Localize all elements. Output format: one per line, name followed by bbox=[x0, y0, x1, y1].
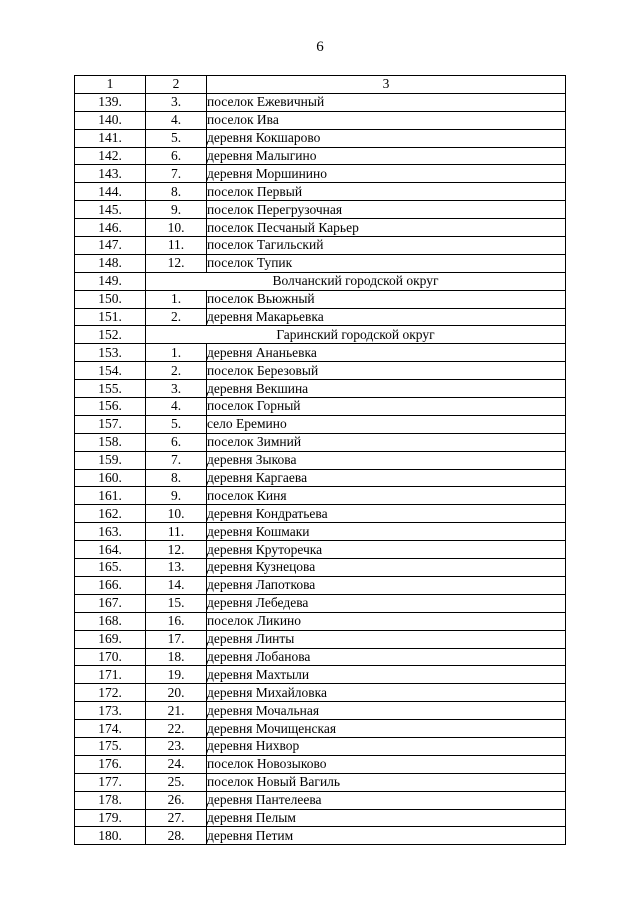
table-row bbox=[75, 308, 566, 326]
sub-number: 1. bbox=[146, 344, 207, 362]
column-header-2: 2 bbox=[146, 76, 207, 94]
table-row bbox=[75, 362, 566, 380]
sub-number: 8. bbox=[146, 183, 207, 201]
table-row bbox=[75, 666, 566, 684]
sub-number: 20. bbox=[146, 684, 207, 702]
settlement-name: поселок Тупик bbox=[207, 254, 566, 272]
settlement-name: деревня Петим bbox=[207, 827, 566, 845]
table-row bbox=[75, 165, 566, 183]
table-row bbox=[75, 827, 566, 845]
row-number: 165. bbox=[75, 559, 146, 577]
sub-number: 6. bbox=[146, 433, 207, 451]
settlement-name: деревня Махтыли bbox=[207, 666, 566, 684]
row-number: 145. bbox=[75, 201, 146, 219]
table-row bbox=[75, 505, 566, 523]
table-row bbox=[75, 755, 566, 773]
row-number: 173. bbox=[75, 702, 146, 720]
row-number: 149. bbox=[75, 272, 146, 290]
row-number: 166. bbox=[75, 576, 146, 594]
settlement-name: поселок Ликино bbox=[207, 612, 566, 630]
settlement-name: поселок Новозыково bbox=[207, 755, 566, 773]
sub-number: 9. bbox=[146, 201, 207, 219]
settlement-name: поселок Киня bbox=[207, 487, 566, 505]
page-number: 6 bbox=[316, 39, 324, 55]
row-number: 161. bbox=[75, 487, 146, 505]
row-number: 174. bbox=[75, 720, 146, 738]
row-number: 171. bbox=[75, 666, 146, 684]
row-number: 170. bbox=[75, 648, 146, 666]
settlement-name: поселок Песчаный Карьер bbox=[207, 219, 566, 237]
table-row bbox=[75, 219, 566, 237]
sub-number: 2. bbox=[146, 308, 207, 326]
district-row bbox=[75, 272, 566, 290]
settlement-name: село Еремино bbox=[207, 415, 566, 433]
settlement-name: поселок Тагильский bbox=[207, 237, 566, 255]
row-number: 167. bbox=[75, 594, 146, 612]
sub-number: 5. bbox=[146, 129, 207, 147]
row-number: 164. bbox=[75, 541, 146, 559]
table-row bbox=[75, 809, 566, 827]
settlement-name: поселок Ива bbox=[207, 111, 566, 129]
table-row bbox=[75, 147, 566, 165]
settlement-name: поселок Зимний bbox=[207, 433, 566, 451]
table-row bbox=[75, 737, 566, 755]
row-number: 141. bbox=[75, 129, 146, 147]
table-row bbox=[75, 523, 566, 541]
settlement-name: деревня Моршинино bbox=[207, 165, 566, 183]
sub-number: 22. bbox=[146, 720, 207, 738]
district-row bbox=[75, 326, 566, 344]
table-row bbox=[75, 380, 566, 398]
row-number: 168. bbox=[75, 612, 146, 630]
settlement-name: поселок Вьюжный bbox=[207, 290, 566, 308]
settlement-name: поселок Первый bbox=[207, 183, 566, 201]
row-number: 159. bbox=[75, 451, 146, 469]
settlements-table bbox=[74, 75, 566, 845]
settlement-name: деревня Михайловка bbox=[207, 684, 566, 702]
table-row bbox=[75, 290, 566, 308]
table-row bbox=[75, 237, 566, 255]
row-number: 155. bbox=[75, 380, 146, 398]
settlement-name: деревня Кокшарово bbox=[207, 129, 566, 147]
table-body bbox=[75, 76, 566, 845]
settlement-name: поселок Ежевичный bbox=[207, 93, 566, 111]
sub-number: 17. bbox=[146, 630, 207, 648]
settlement-name: поселок Горный bbox=[207, 398, 566, 416]
row-number: 177. bbox=[75, 773, 146, 791]
settlement-name: деревня Линты bbox=[207, 630, 566, 648]
sub-number: 12. bbox=[146, 541, 207, 559]
row-number: 162. bbox=[75, 505, 146, 523]
row-number: 147. bbox=[75, 237, 146, 255]
row-number: 151. bbox=[75, 308, 146, 326]
row-number: 169. bbox=[75, 630, 146, 648]
sub-number: 26. bbox=[146, 791, 207, 809]
row-number: 153. bbox=[75, 344, 146, 362]
row-number: 178. bbox=[75, 791, 146, 809]
settlement-name: деревня Векшина bbox=[207, 380, 566, 398]
row-number: 176. bbox=[75, 755, 146, 773]
sub-number: 5. bbox=[146, 415, 207, 433]
table-row bbox=[75, 183, 566, 201]
column-header-3: 3 bbox=[207, 76, 566, 94]
table-row bbox=[75, 791, 566, 809]
settlement-name: деревня Малыгино bbox=[207, 147, 566, 165]
table-row bbox=[75, 487, 566, 505]
row-number: 163. bbox=[75, 523, 146, 541]
sub-number: 21. bbox=[146, 702, 207, 720]
row-number: 143. bbox=[75, 165, 146, 183]
sub-number: 15. bbox=[146, 594, 207, 612]
table-row bbox=[75, 594, 566, 612]
sub-number: 2. bbox=[146, 362, 207, 380]
row-number: 139. bbox=[75, 93, 146, 111]
table-row bbox=[75, 612, 566, 630]
row-number: 150. bbox=[75, 290, 146, 308]
sub-number: 11. bbox=[146, 523, 207, 541]
table-row bbox=[75, 451, 566, 469]
table-row bbox=[75, 344, 566, 362]
table-row bbox=[75, 648, 566, 666]
settlement-name: деревня Зыкова bbox=[207, 451, 566, 469]
settlement-name: деревня Лапоткова bbox=[207, 576, 566, 594]
table-row bbox=[75, 129, 566, 147]
table-row bbox=[75, 254, 566, 272]
table-row bbox=[75, 541, 566, 559]
sub-number: 25. bbox=[146, 773, 207, 791]
settlement-name: деревня Лобанова bbox=[207, 648, 566, 666]
row-number: 140. bbox=[75, 111, 146, 129]
table-row bbox=[75, 559, 566, 577]
sub-number: 3. bbox=[146, 93, 207, 111]
settlement-name: деревня Кондратьева bbox=[207, 505, 566, 523]
sub-number: 16. bbox=[146, 612, 207, 630]
table-row bbox=[75, 469, 566, 487]
sub-number: 19. bbox=[146, 666, 207, 684]
sub-number: 4. bbox=[146, 111, 207, 129]
table-row bbox=[75, 720, 566, 738]
settlement-name: поселок Березовый bbox=[207, 362, 566, 380]
settlement-name: деревня Пелым bbox=[207, 809, 566, 827]
district-name: Волчанский городской округ bbox=[146, 272, 566, 290]
sub-number: 4. bbox=[146, 398, 207, 416]
sub-number: 13. bbox=[146, 559, 207, 577]
row-number: 148. bbox=[75, 254, 146, 272]
sub-number: 24. bbox=[146, 755, 207, 773]
sub-number: 3. bbox=[146, 380, 207, 398]
sub-number: 7. bbox=[146, 165, 207, 183]
table-row bbox=[75, 398, 566, 416]
row-number: 157. bbox=[75, 415, 146, 433]
settlement-name: деревня Мочальная bbox=[207, 702, 566, 720]
sub-number: 8. bbox=[146, 469, 207, 487]
settlement-name: деревня Каргаева bbox=[207, 469, 566, 487]
sub-number: 9. bbox=[146, 487, 207, 505]
table-row bbox=[75, 576, 566, 594]
settlement-name: деревня Круторечка bbox=[207, 541, 566, 559]
row-number: 156. bbox=[75, 398, 146, 416]
row-number: 142. bbox=[75, 147, 146, 165]
table-row bbox=[75, 201, 566, 219]
column-header-1: 1 bbox=[75, 76, 146, 94]
table-row bbox=[75, 773, 566, 791]
row-number: 180. bbox=[75, 827, 146, 845]
sub-number: 11. bbox=[146, 237, 207, 255]
table-header-row bbox=[75, 76, 566, 94]
settlement-name: деревня Нихвор bbox=[207, 737, 566, 755]
settlement-name: деревня Кошмаки bbox=[207, 523, 566, 541]
row-number: 175. bbox=[75, 737, 146, 755]
sub-number: 28. bbox=[146, 827, 207, 845]
settlement-name: поселок Перегрузочная bbox=[207, 201, 566, 219]
row-number: 154. bbox=[75, 362, 146, 380]
settlement-name: поселок Новый Вагиль bbox=[207, 773, 566, 791]
row-number: 146. bbox=[75, 219, 146, 237]
table-row bbox=[75, 111, 566, 129]
sub-number: 7. bbox=[146, 451, 207, 469]
row-number: 158. bbox=[75, 433, 146, 451]
sub-number: 6. bbox=[146, 147, 207, 165]
table-row bbox=[75, 684, 566, 702]
settlement-name: деревня Макарьевка bbox=[207, 308, 566, 326]
sub-number: 1. bbox=[146, 290, 207, 308]
sub-number: 10. bbox=[146, 219, 207, 237]
row-number: 160. bbox=[75, 469, 146, 487]
settlement-name: деревня Ананьевка bbox=[207, 344, 566, 362]
row-number: 152. bbox=[75, 326, 146, 344]
table-row bbox=[75, 433, 566, 451]
sub-number: 23. bbox=[146, 737, 207, 755]
table-row bbox=[75, 630, 566, 648]
table-row bbox=[75, 93, 566, 111]
row-number: 144. bbox=[75, 183, 146, 201]
table-row bbox=[75, 702, 566, 720]
table-row bbox=[75, 415, 566, 433]
row-number: 179. bbox=[75, 809, 146, 827]
row-number: 172. bbox=[75, 684, 146, 702]
settlement-name: деревня Лебедева bbox=[207, 594, 566, 612]
settlement-name: деревня Пантелеева bbox=[207, 791, 566, 809]
sub-number: 18. bbox=[146, 648, 207, 666]
settlement-name: деревня Кузнецова bbox=[207, 559, 566, 577]
settlement-name: деревня Мочищенская bbox=[207, 720, 566, 738]
sub-number: 12. bbox=[146, 254, 207, 272]
sub-number: 14. bbox=[146, 576, 207, 594]
district-name: Гаринский городской округ bbox=[146, 326, 566, 344]
sub-number: 10. bbox=[146, 505, 207, 523]
sub-number: 27. bbox=[146, 809, 207, 827]
